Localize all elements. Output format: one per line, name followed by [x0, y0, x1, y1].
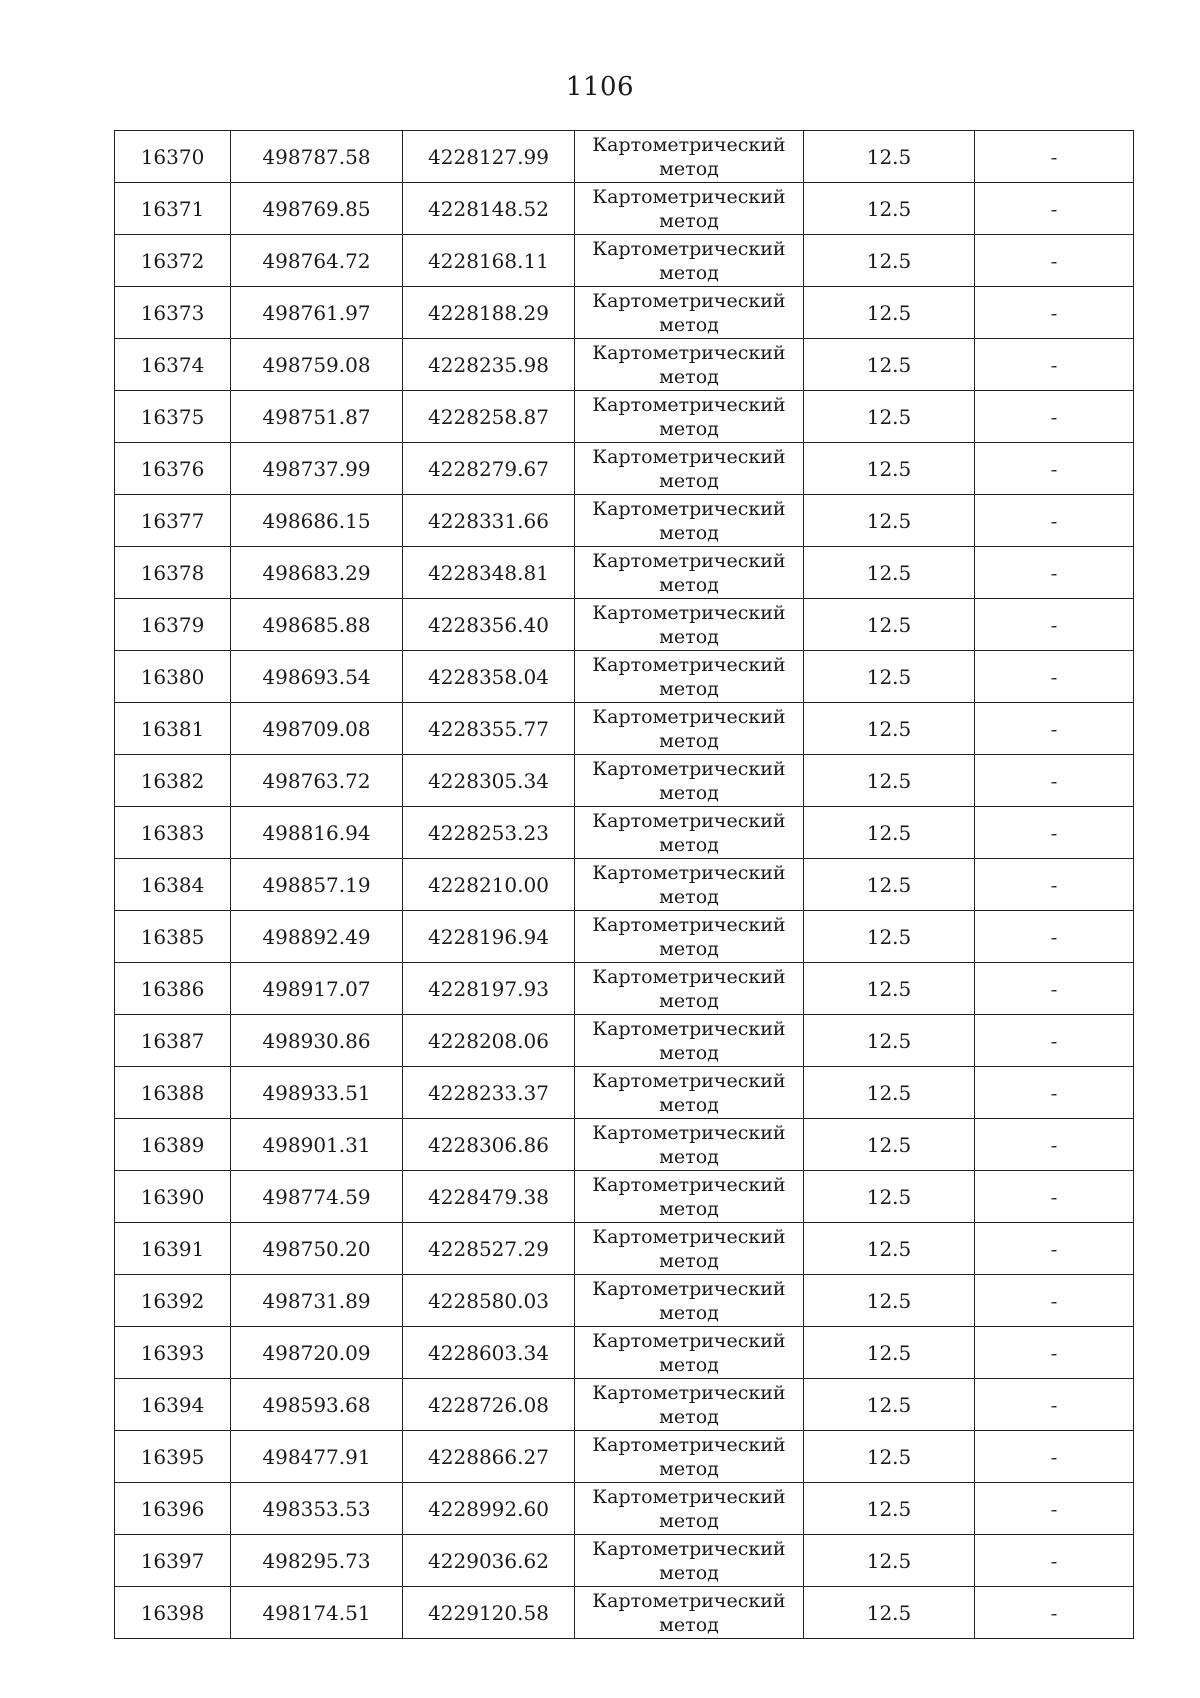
- point-number-cell: 16372: [115, 235, 231, 287]
- note-cell: -: [975, 651, 1134, 703]
- method-line-1: Картометрический: [592, 497, 786, 520]
- method-cell: [575, 963, 804, 1015]
- method-line-2: метод: [659, 261, 719, 284]
- method-line-1: Картометрический: [592, 289, 786, 312]
- accuracy-cell: 12.5: [804, 547, 975, 599]
- method-line-2: метод: [659, 1249, 719, 1272]
- method-cell: [575, 807, 804, 859]
- note-cell: -: [975, 287, 1134, 339]
- y-coordinate-cell: 4228233.37: [403, 1067, 575, 1119]
- note-cell: -: [975, 1015, 1134, 1067]
- y-coordinate-cell: 4228331.66: [403, 495, 575, 547]
- accuracy-cell: 12.5: [804, 807, 975, 859]
- point-number-cell: 16374: [115, 339, 231, 391]
- method-line-1: Картометрический: [592, 1277, 786, 1300]
- method-line-2: метод: [659, 417, 719, 440]
- method-line-2: метод: [659, 1509, 719, 1532]
- y-coordinate-cell: 4228127.99: [403, 131, 575, 183]
- note-cell: -: [975, 1327, 1134, 1379]
- method-line-1: Картометрический: [592, 1121, 786, 1144]
- note-cell: -: [975, 1223, 1134, 1275]
- coordinates-table-body: [115, 131, 1134, 1639]
- x-coordinate-cell: 498174.51: [231, 1587, 403, 1639]
- x-coordinate-cell: 498683.29: [231, 547, 403, 599]
- x-coordinate-cell: 498693.54: [231, 651, 403, 703]
- y-coordinate-cell: 4229036.62: [403, 1535, 575, 1587]
- note-cell: -: [975, 1067, 1134, 1119]
- y-coordinate-cell: 4228196.94: [403, 911, 575, 963]
- method-line-1: Картометрический: [592, 1225, 786, 1248]
- note-cell: -: [975, 183, 1134, 235]
- method-cell: [575, 495, 804, 547]
- x-coordinate-cell: 498774.59: [231, 1171, 403, 1223]
- point-number-cell: 16370: [115, 131, 231, 183]
- method-cell: [575, 1379, 804, 1431]
- method-line-2: метод: [659, 469, 719, 492]
- method-line-1: Картометрический: [592, 1537, 786, 1560]
- method-line-1: Картометрический: [592, 1433, 786, 1456]
- method-cell: [575, 131, 804, 183]
- method-cell: [575, 651, 804, 703]
- method-cell: [575, 1275, 804, 1327]
- note-cell: -: [975, 703, 1134, 755]
- accuracy-cell: 12.5: [804, 1171, 975, 1223]
- point-number-cell: 16392: [115, 1275, 231, 1327]
- y-coordinate-cell: 4228603.34: [403, 1327, 575, 1379]
- y-coordinate-cell: 4228580.03: [403, 1275, 575, 1327]
- note-cell: -: [975, 443, 1134, 495]
- method-cell: [575, 1015, 804, 1067]
- method-cell: [575, 1327, 804, 1379]
- accuracy-cell: 12.5: [804, 495, 975, 547]
- method-cell: [575, 1119, 804, 1171]
- accuracy-cell: 12.5: [804, 287, 975, 339]
- accuracy-cell: 12.5: [804, 911, 975, 963]
- table-row: [115, 391, 1134, 443]
- method-line-2: метод: [659, 625, 719, 648]
- point-number-cell: 16376: [115, 443, 231, 495]
- method-line-1: Картометрический: [592, 1173, 786, 1196]
- method-line-2: метод: [659, 1301, 719, 1324]
- note-cell: -: [975, 1171, 1134, 1223]
- table-row: [115, 131, 1134, 183]
- note-cell: -: [975, 1275, 1134, 1327]
- table-row: [115, 1587, 1134, 1639]
- x-coordinate-cell: 498787.58: [231, 131, 403, 183]
- accuracy-cell: 12.5: [804, 1587, 975, 1639]
- point-number-cell: 16388: [115, 1067, 231, 1119]
- method-line-1: Картометрический: [592, 653, 786, 676]
- x-coordinate-cell: 498295.73: [231, 1535, 403, 1587]
- x-coordinate-cell: 498764.72: [231, 235, 403, 287]
- note-cell: -: [975, 339, 1134, 391]
- page-number: 1106: [565, 72, 635, 102]
- accuracy-cell: 12.5: [804, 1067, 975, 1119]
- point-number-cell: 16373: [115, 287, 231, 339]
- x-coordinate-cell: 498709.08: [231, 703, 403, 755]
- method-line-2: метод: [659, 1041, 719, 1064]
- method-line-2: метод: [659, 1613, 719, 1636]
- accuracy-cell: 12.5: [804, 1327, 975, 1379]
- table-row: [115, 1275, 1134, 1327]
- x-coordinate-cell: 498917.07: [231, 963, 403, 1015]
- method-line-1: Картометрический: [592, 185, 786, 208]
- point-number-cell: 16379: [115, 599, 231, 651]
- point-number-cell: 16397: [115, 1535, 231, 1587]
- point-number-cell: 16390: [115, 1171, 231, 1223]
- y-coordinate-cell: 4228356.40: [403, 599, 575, 651]
- x-coordinate-cell: 498816.94: [231, 807, 403, 859]
- x-coordinate-cell: 498857.19: [231, 859, 403, 911]
- y-coordinate-cell: 4228197.93: [403, 963, 575, 1015]
- method-line-1: Картометрический: [592, 1329, 786, 1352]
- point-number-cell: 16398: [115, 1587, 231, 1639]
- method-line-2: метод: [659, 677, 719, 700]
- method-cell: [575, 1067, 804, 1119]
- x-coordinate-cell: 498477.91: [231, 1431, 403, 1483]
- note-cell: -: [975, 859, 1134, 911]
- point-number-cell: 16382: [115, 755, 231, 807]
- method-line-2: метод: [659, 157, 719, 180]
- y-coordinate-cell: 4228258.87: [403, 391, 575, 443]
- point-number-cell: 16386: [115, 963, 231, 1015]
- point-number-cell: 16383: [115, 807, 231, 859]
- accuracy-cell: 12.5: [804, 599, 975, 651]
- note-cell: -: [975, 131, 1134, 183]
- table-row: [115, 1431, 1134, 1483]
- method-line-1: Картометрический: [592, 809, 786, 832]
- accuracy-cell: 12.5: [804, 339, 975, 391]
- table-row: [115, 235, 1134, 287]
- method-line-2: метод: [659, 885, 719, 908]
- table-row: [115, 1015, 1134, 1067]
- accuracy-cell: 12.5: [804, 391, 975, 443]
- note-cell: -: [975, 1431, 1134, 1483]
- method-line-2: метод: [659, 1145, 719, 1168]
- accuracy-cell: 12.5: [804, 1015, 975, 1067]
- table-row: [115, 1379, 1134, 1431]
- note-cell: -: [975, 1379, 1134, 1431]
- method-cell: [575, 1483, 804, 1535]
- table-row: [115, 1483, 1134, 1535]
- method-line-2: метод: [659, 1093, 719, 1116]
- accuracy-cell: 12.5: [804, 183, 975, 235]
- method-line-2: метод: [659, 313, 719, 336]
- accuracy-cell: 12.5: [804, 1483, 975, 1535]
- method-cell: [575, 287, 804, 339]
- x-coordinate-cell: 498901.31: [231, 1119, 403, 1171]
- point-number-cell: 16394: [115, 1379, 231, 1431]
- method-cell: [575, 703, 804, 755]
- y-coordinate-cell: 4228726.08: [403, 1379, 575, 1431]
- accuracy-cell: 12.5: [804, 963, 975, 1015]
- y-coordinate-cell: 4228479.38: [403, 1171, 575, 1223]
- method-cell: [575, 547, 804, 599]
- note-cell: -: [975, 495, 1134, 547]
- accuracy-cell: 12.5: [804, 1535, 975, 1587]
- accuracy-cell: 12.5: [804, 1275, 975, 1327]
- y-coordinate-cell: 4228168.11: [403, 235, 575, 287]
- y-coordinate-cell: 4228527.29: [403, 1223, 575, 1275]
- method-line-1: Картометрический: [592, 1069, 786, 1092]
- table-row: [115, 443, 1134, 495]
- y-coordinate-cell: 4228992.60: [403, 1483, 575, 1535]
- accuracy-cell: 12.5: [804, 703, 975, 755]
- note-cell: -: [975, 963, 1134, 1015]
- y-coordinate-cell: 4228208.06: [403, 1015, 575, 1067]
- table-row: [115, 1223, 1134, 1275]
- method-line-2: метод: [659, 1197, 719, 1220]
- x-coordinate-cell: 498686.15: [231, 495, 403, 547]
- method-line-2: метод: [659, 1353, 719, 1376]
- method-line-1: Картометрический: [592, 1485, 786, 1508]
- point-number-cell: 16385: [115, 911, 231, 963]
- method-line-2: метод: [659, 365, 719, 388]
- point-number-cell: 16389: [115, 1119, 231, 1171]
- note-cell: -: [975, 1587, 1134, 1639]
- method-line-2: метод: [659, 521, 719, 544]
- point-number-cell: 16375: [115, 391, 231, 443]
- y-coordinate-cell: 4228253.23: [403, 807, 575, 859]
- method-line-1: Картометрический: [592, 601, 786, 624]
- method-line-2: метод: [659, 989, 719, 1012]
- x-coordinate-cell: 498685.88: [231, 599, 403, 651]
- coordinates-table: [114, 130, 1134, 1639]
- accuracy-cell: 12.5: [804, 651, 975, 703]
- point-number-cell: 16396: [115, 1483, 231, 1535]
- method-line-1: Картометрический: [592, 1381, 786, 1404]
- x-coordinate-cell: 498737.99: [231, 443, 403, 495]
- point-number-cell: 16380: [115, 651, 231, 703]
- table-row: [115, 183, 1134, 235]
- x-coordinate-cell: 498353.53: [231, 1483, 403, 1535]
- x-coordinate-cell: 498593.68: [231, 1379, 403, 1431]
- y-coordinate-cell: 4228210.00: [403, 859, 575, 911]
- table-row: [115, 859, 1134, 911]
- accuracy-cell: 12.5: [804, 131, 975, 183]
- accuracy-cell: 12.5: [804, 755, 975, 807]
- accuracy-cell: 12.5: [804, 235, 975, 287]
- y-coordinate-cell: 4228279.67: [403, 443, 575, 495]
- x-coordinate-cell: 498751.87: [231, 391, 403, 443]
- x-coordinate-cell: 498720.09: [231, 1327, 403, 1379]
- note-cell: -: [975, 1535, 1134, 1587]
- table-row: [115, 703, 1134, 755]
- y-coordinate-cell: 4228148.52: [403, 183, 575, 235]
- y-coordinate-cell: 4228306.86: [403, 1119, 575, 1171]
- y-coordinate-cell: 4228235.98: [403, 339, 575, 391]
- note-cell: -: [975, 1483, 1134, 1535]
- point-number-cell: 16391: [115, 1223, 231, 1275]
- method-line-1: Картометрический: [592, 861, 786, 884]
- table-row: [115, 755, 1134, 807]
- method-line-2: метод: [659, 781, 719, 804]
- method-cell: [575, 391, 804, 443]
- y-coordinate-cell: 4228348.81: [403, 547, 575, 599]
- x-coordinate-cell: 498933.51: [231, 1067, 403, 1119]
- accuracy-cell: 12.5: [804, 1379, 975, 1431]
- table-row: [115, 1327, 1134, 1379]
- method-line-2: метод: [659, 209, 719, 232]
- note-cell: -: [975, 755, 1134, 807]
- x-coordinate-cell: 498930.86: [231, 1015, 403, 1067]
- method-line-2: метод: [659, 833, 719, 856]
- accuracy-cell: 12.5: [804, 443, 975, 495]
- x-coordinate-cell: 498750.20: [231, 1223, 403, 1275]
- y-coordinate-cell: 4228866.27: [403, 1431, 575, 1483]
- table-row: [115, 547, 1134, 599]
- accuracy-cell: 12.5: [804, 859, 975, 911]
- method-cell: [575, 443, 804, 495]
- method-cell: [575, 235, 804, 287]
- method-cell: [575, 339, 804, 391]
- method-line-1: Картометрический: [592, 341, 786, 364]
- x-coordinate-cell: 498731.89: [231, 1275, 403, 1327]
- method-line-1: Картометрический: [592, 549, 786, 572]
- method-line-2: метод: [659, 937, 719, 960]
- x-coordinate-cell: 498892.49: [231, 911, 403, 963]
- method-cell: [575, 1223, 804, 1275]
- method-cell: [575, 1587, 804, 1639]
- y-coordinate-cell: 4228305.34: [403, 755, 575, 807]
- table-row: [115, 1171, 1134, 1223]
- note-cell: -: [975, 547, 1134, 599]
- method-line-2: метод: [659, 1561, 719, 1584]
- y-coordinate-cell: 4229120.58: [403, 1587, 575, 1639]
- point-number-cell: 16384: [115, 859, 231, 911]
- accuracy-cell: 12.5: [804, 1119, 975, 1171]
- method-line-1: Картометрический: [592, 393, 786, 416]
- method-cell: [575, 1171, 804, 1223]
- method-line-1: Картометрический: [592, 445, 786, 468]
- table-row: [115, 287, 1134, 339]
- point-number-cell: 16378: [115, 547, 231, 599]
- accuracy-cell: 12.5: [804, 1431, 975, 1483]
- method-cell: [575, 1535, 804, 1587]
- method-line-1: Картометрический: [592, 705, 786, 728]
- point-number-cell: 16377: [115, 495, 231, 547]
- y-coordinate-cell: 4228188.29: [403, 287, 575, 339]
- point-number-cell: 16371: [115, 183, 231, 235]
- method-line-2: метод: [659, 1405, 719, 1428]
- method-line-2: метод: [659, 1457, 719, 1480]
- point-number-cell: 16395: [115, 1431, 231, 1483]
- method-line-1: Картометрический: [592, 237, 786, 260]
- method-cell: [575, 1431, 804, 1483]
- note-cell: -: [975, 235, 1134, 287]
- method-cell: [575, 911, 804, 963]
- table-row: [115, 1535, 1134, 1587]
- note-cell: -: [975, 391, 1134, 443]
- method-line-2: метод: [659, 729, 719, 752]
- table-row: [115, 963, 1134, 1015]
- table-row: [115, 911, 1134, 963]
- y-coordinate-cell: 4228358.04: [403, 651, 575, 703]
- note-cell: -: [975, 599, 1134, 651]
- point-number-cell: 16387: [115, 1015, 231, 1067]
- note-cell: -: [975, 807, 1134, 859]
- method-line-1: Картометрический: [592, 965, 786, 988]
- table-row: [115, 1119, 1134, 1171]
- table-row: [115, 599, 1134, 651]
- table-row: [115, 339, 1134, 391]
- table-row: [115, 651, 1134, 703]
- method-line-1: Картометрический: [592, 1017, 786, 1040]
- y-coordinate-cell: 4228355.77: [403, 703, 575, 755]
- note-cell: -: [975, 911, 1134, 963]
- method-line-1: Картометрический: [592, 133, 786, 156]
- method-line-1: Картометрический: [592, 1589, 786, 1612]
- method-cell: [575, 755, 804, 807]
- x-coordinate-cell: 498761.97: [231, 287, 403, 339]
- table-row: [115, 495, 1134, 547]
- note-cell: -: [975, 1119, 1134, 1171]
- table-row: [115, 1067, 1134, 1119]
- x-coordinate-cell: 498769.85: [231, 183, 403, 235]
- accuracy-cell: 12.5: [804, 1223, 975, 1275]
- method-cell: [575, 859, 804, 911]
- method-cell: [575, 183, 804, 235]
- point-number-cell: 16393: [115, 1327, 231, 1379]
- method-line-1: Картометрический: [592, 757, 786, 780]
- method-line-1: Картометрический: [592, 913, 786, 936]
- method-line-2: метод: [659, 573, 719, 596]
- point-number-cell: 16381: [115, 703, 231, 755]
- method-cell: [575, 599, 804, 651]
- table-row: [115, 807, 1134, 859]
- x-coordinate-cell: 498759.08: [231, 339, 403, 391]
- x-coordinate-cell: 498763.72: [231, 755, 403, 807]
